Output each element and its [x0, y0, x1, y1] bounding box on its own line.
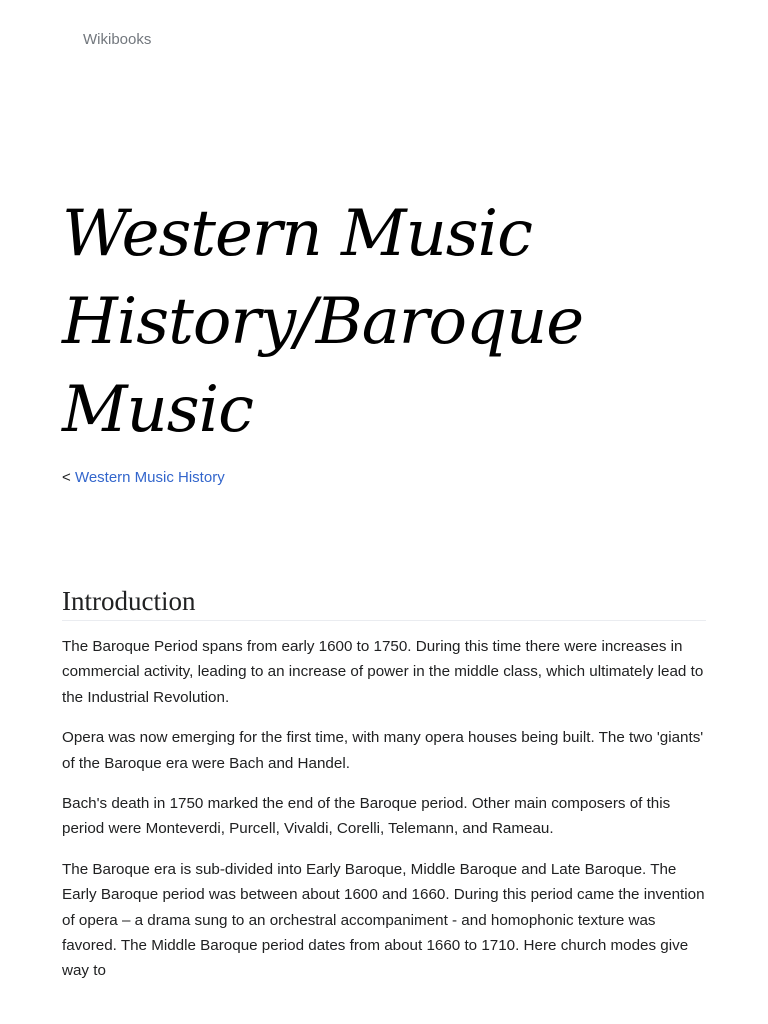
article-body [62, 634, 710, 999]
page-title: Western Music History/Baroque Music [62, 197, 584, 447]
breadcrumb-link-western-music-history[interactable]: Western Music History [74, 469, 225, 486]
paragraph: Bach's death in 1750 marked the end of the Baroque period. Other main composers of this period were Monteverdi, Purcell, Vivaldi, Corelli, Telemann, and Rameau. [62, 795, 671, 838]
section-heading-introduction: Introduction [62, 584, 706, 621]
paragraph: The Baroque era is sub-divided into Early Baroque, Middle Baroque and Late Baroque. The Early Baroque period was between about 1600 and 1660. During this period came the invention of opera – a drama sung to an orchestral accompaniment - and homophonic texture was favored. The Middle Baroque period dates from about 1660 to 1710. Here church modes give way to [62, 860, 705, 980]
breadcrumb [62, 468, 225, 488]
paragraph: The Baroque Period spans from early 1600 to 1750. During this time there were increases in commercial activity, leading to an increase of power in the middle class, which ultimately lead to the Industrial Revolution. [62, 638, 704, 706]
paragraph: Opera was now emerging for the first time, with many opera houses being built. The two 'giants' of the Baroque era were Bach and Handel. [62, 729, 704, 772]
site-name[interactable]: Wikibooks [83, 31, 152, 48]
breadcrumb-prefix: < [62, 469, 71, 486]
